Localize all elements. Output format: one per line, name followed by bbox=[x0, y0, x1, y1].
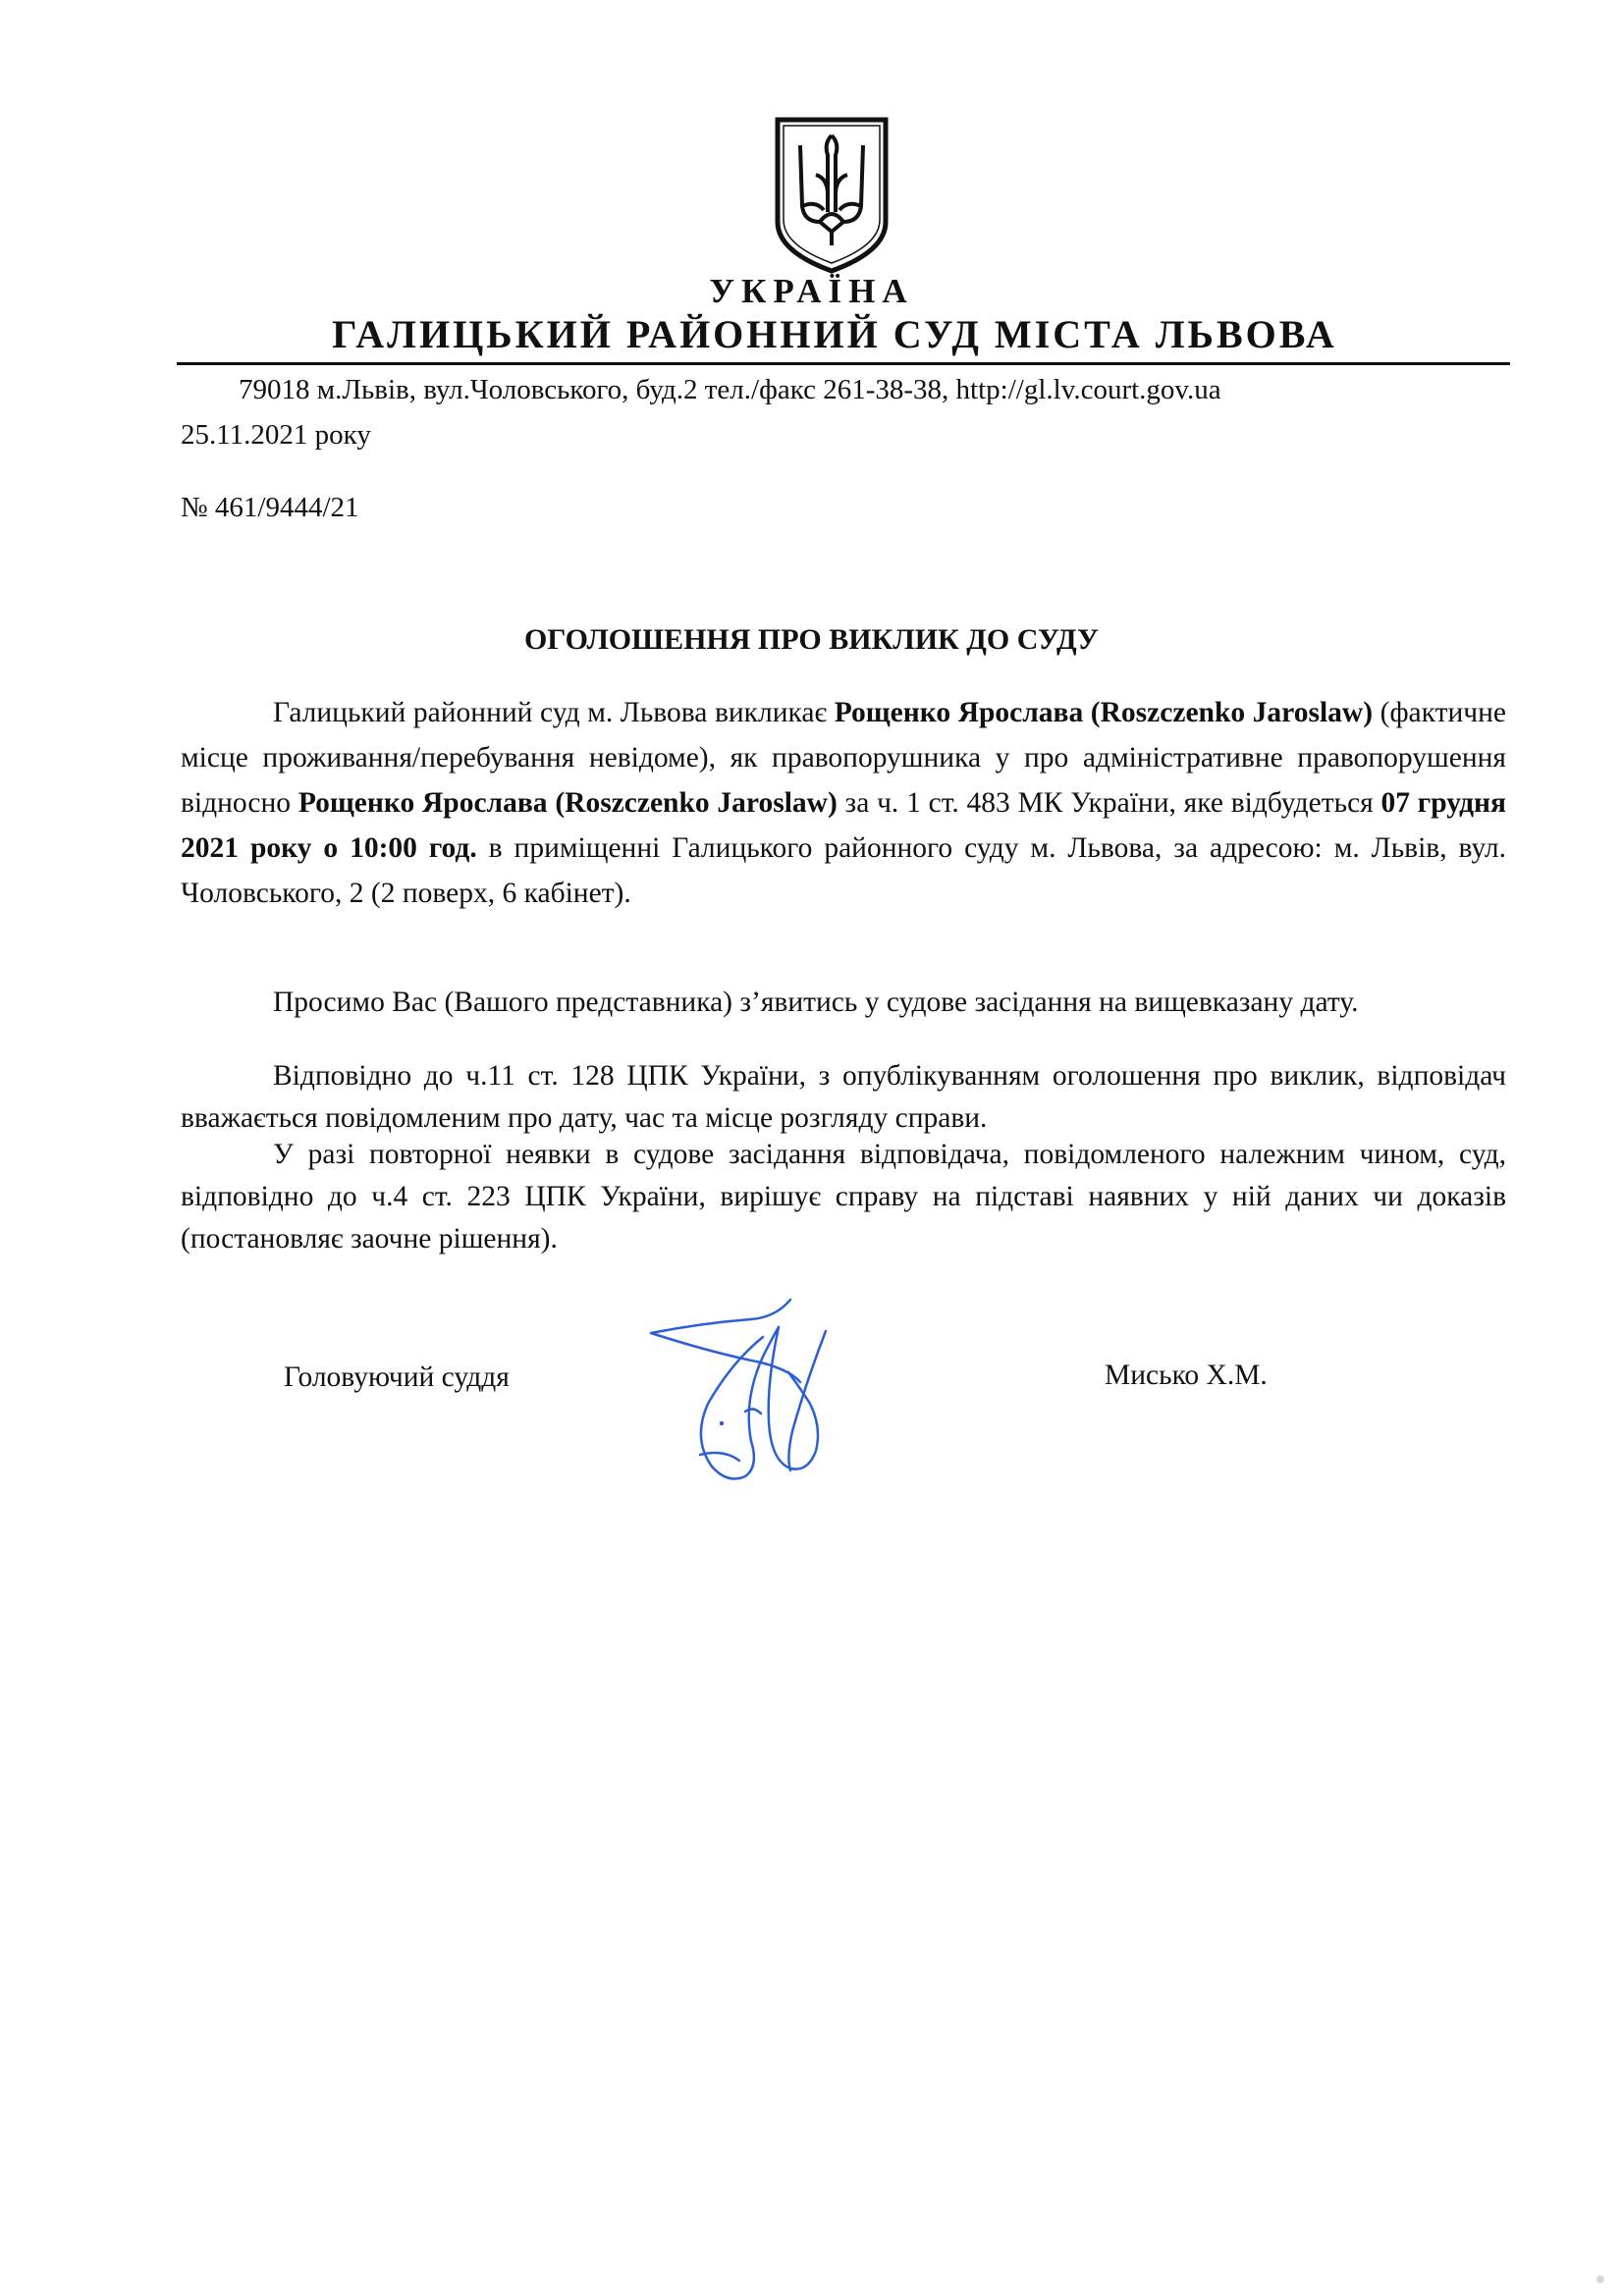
ukraine-trident-emblem-icon bbox=[773, 116, 891, 275]
summons-text-1: Галицький районний суд м. Львова викликає bbox=[273, 697, 835, 728]
respondent-name: Рощенко Ярослава (Roszczenko Jaroslaw) bbox=[834, 697, 1374, 728]
document-title: ОГОЛОШЕННЯ ПРО ВИКЛИК ДО СУДУ bbox=[523, 623, 1100, 656]
hearing-datetime: 07 грудня 2021 року о 10:00 год. bbox=[181, 787, 1506, 864]
court-name: ГАЛИЦЬКИЙ РАЙОННИЙ СУД МІСТА ЛЬВОВА bbox=[332, 312, 1337, 356]
summons-text-3: за ч. 1 ст. 483 МК України, яке відбудеться bbox=[837, 787, 1381, 819]
case-number: № 461/9444/21 bbox=[181, 492, 359, 523]
header-divider bbox=[177, 362, 1510, 365]
judge-title: Головуючий суддя bbox=[284, 1362, 510, 1393]
handwritten-signature-icon bbox=[643, 1294, 874, 1485]
paragraph-notice: Відповідно до ч.11 ст. 128 ЦПК України, з опублікуванням оголошення про виклик, відповідач вважається повідомленим про дату, час та місце розгляду справи. bbox=[181, 1060, 1506, 1134]
scan-artifact bbox=[1596, 2275, 1604, 2283]
judge-name: Мисько Х.М. bbox=[1105, 1360, 1268, 1391]
summons-text-4: в приміщенні Галицького районного суду м. Львова, за адресою: м. Львів, вул. Чоловського, 2 (2 поверх, 6 кабінет). bbox=[181, 832, 1506, 909]
document-date: 25.11.2021 року bbox=[181, 419, 371, 451]
country-name: УКРАЇНА bbox=[709, 272, 914, 310]
paragraph-summons bbox=[181, 690, 1506, 916]
court-address: 79018 м.Львів, вул.Чоловського, буд.2 тел./факс 261-38-38, http://gl.lv.court.gov.ua bbox=[239, 374, 1221, 405]
paragraph-default: У разі повторної неявки в судове засідання відповідача, повідомленого належним чином, суд, відповідно до ч.4 ст. 223 ЦПК України, вирішує справу на підставі наявних у ній даних чи доказів (постановляє заочне рішення). bbox=[181, 1139, 1506, 1255]
paragraph-request: Просимо Вас (Вашого представника) з’явитись у судове засідання на вищевказану дату. bbox=[273, 987, 1359, 1018]
respondent-name-repeat: Рощенко Ярослава (Roszczenko Jaroslaw) bbox=[298, 787, 838, 819]
summons-text-2: (фактичне місце проживання/перебування невідоме), як правопорушника у про адміністративне правопорушення відносно bbox=[181, 697, 1506, 819]
